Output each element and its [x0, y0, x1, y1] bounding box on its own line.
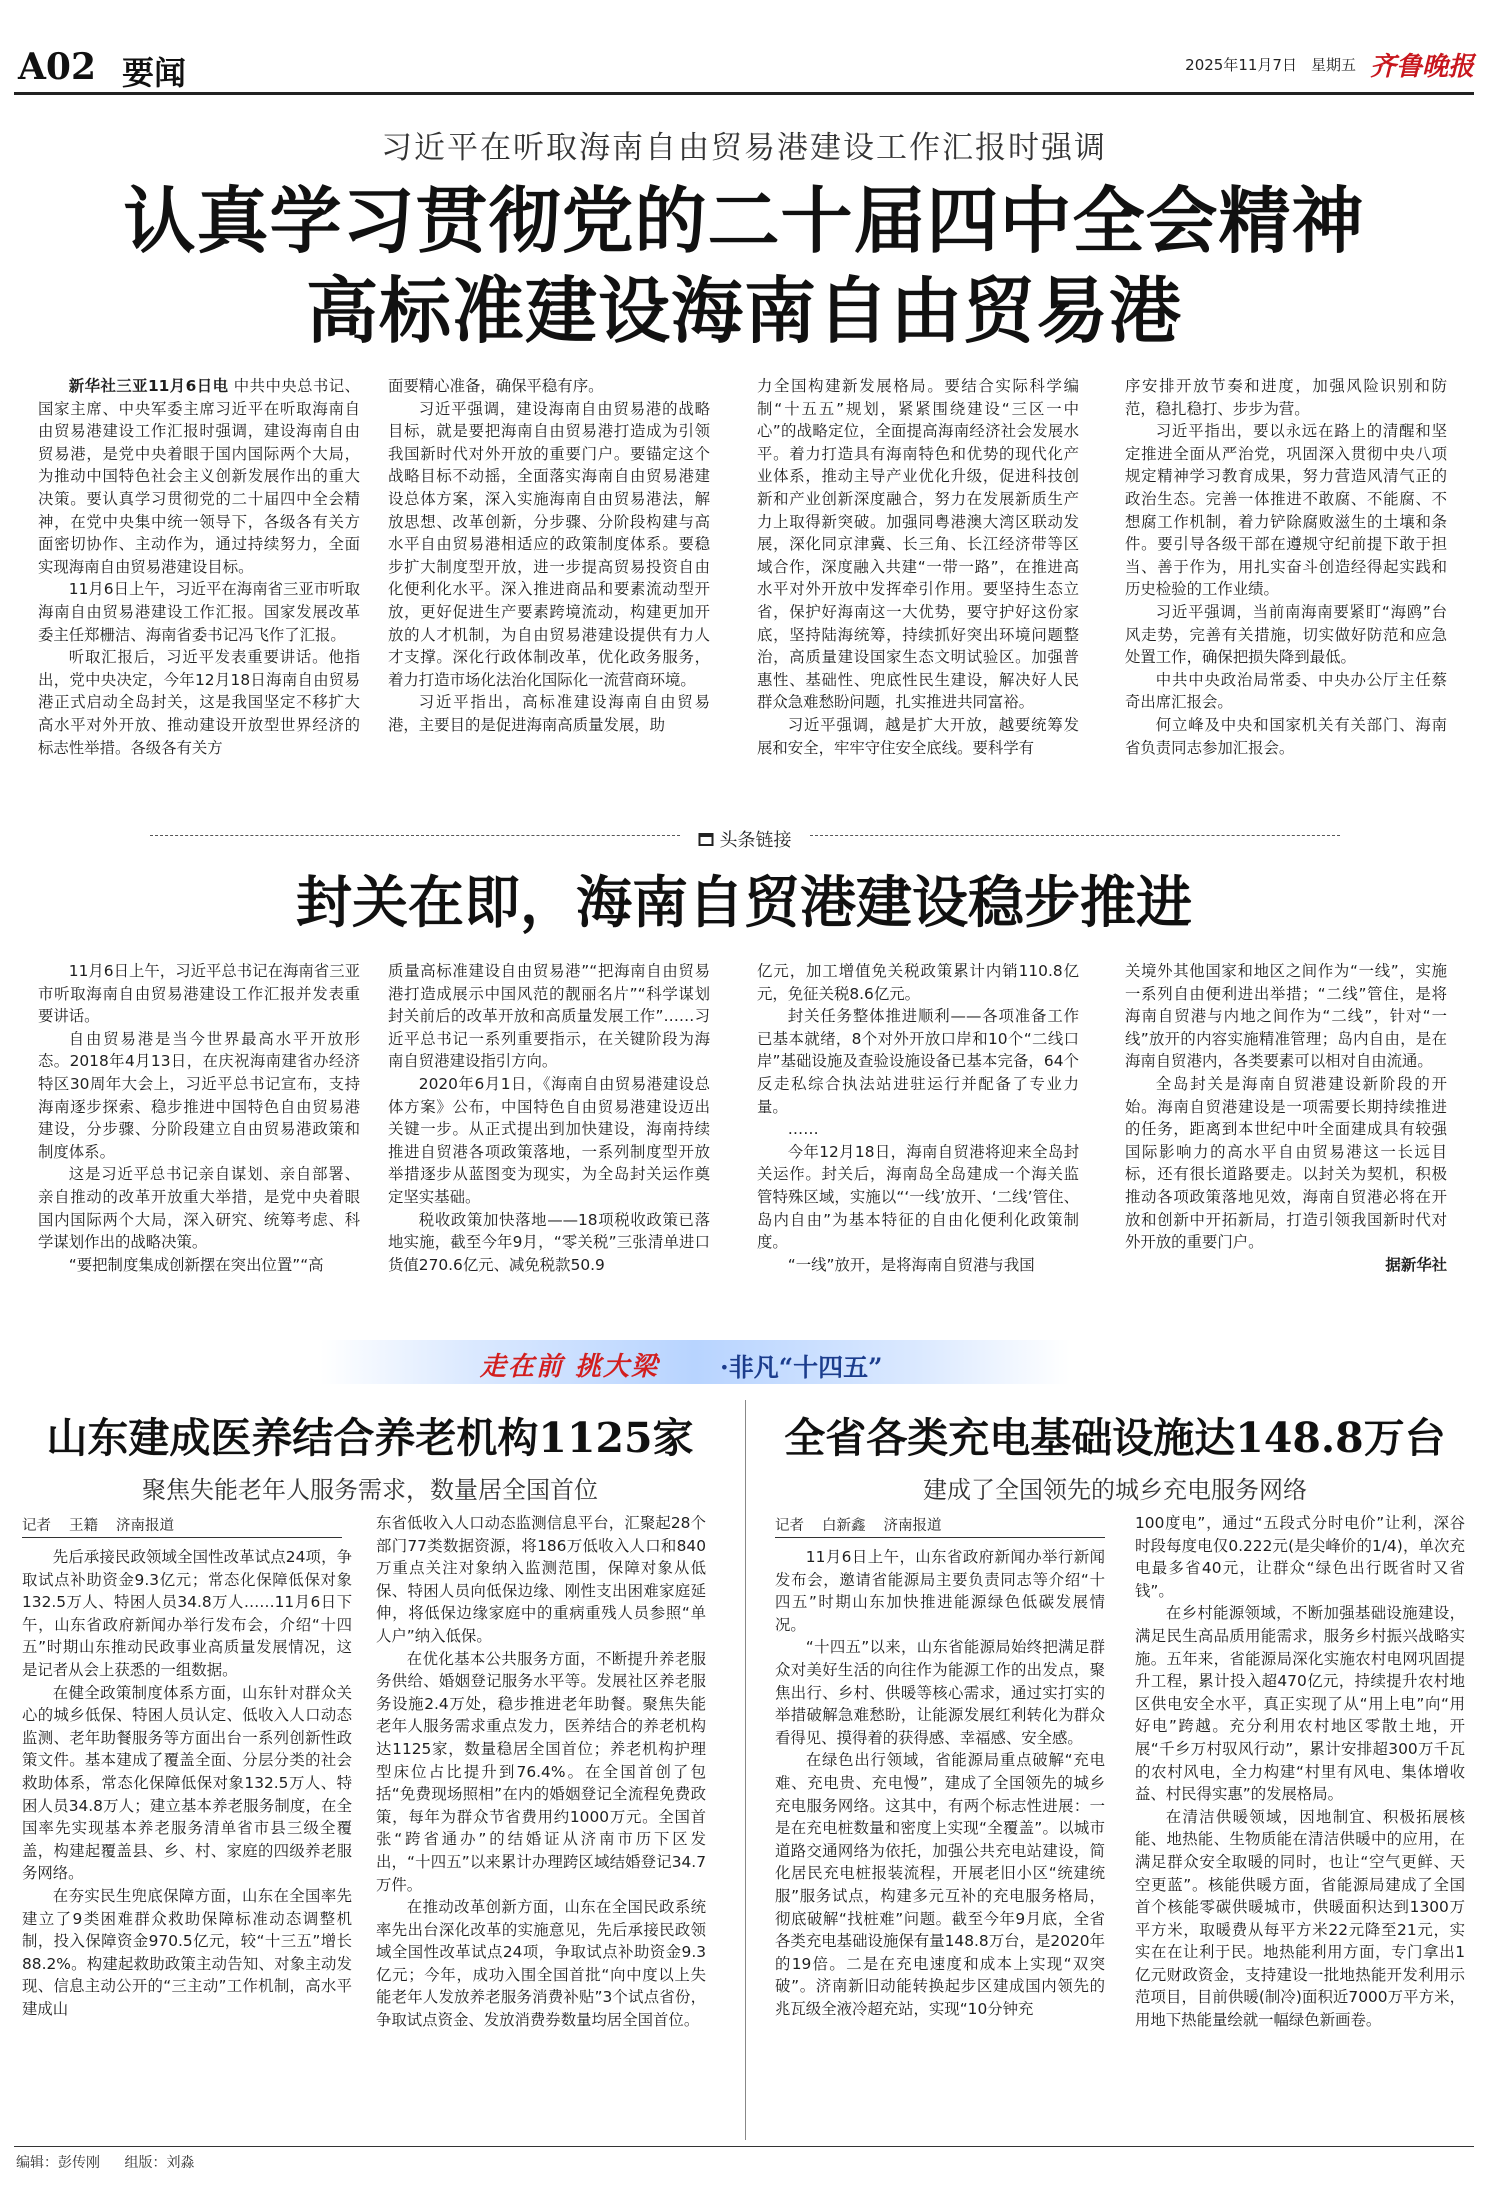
paragraph-text: “十四五”以来，山东省能源局始终把满足群众对美好生活的向往作为能源工作的出发点，聚焦出行、乡村、供暖等核心需求，通过实打实的举措破解急难愁盼，让能源发展红利转化为群众看得见、摸得着的获得感、幸福感、安全感。: [775, 1638, 1105, 1747]
lead-column-2: [388, 375, 710, 815]
right-story-subhead: 建成了全国领先的城乡充电服务网络: [923, 1476, 1307, 1504]
byline-name: 白新鑫: [822, 1518, 866, 1534]
left-story-subhead: 聚焦失能老年人服务需求，数量居全国首位: [142, 1476, 598, 1504]
paragraph-text: 这是习近平总书记亲自谋划、亲自部署、亲自推动的改革开放重大举措，是党中央着眼国内国际两个大局，深入研究、统筹考虑、科学谋划作出的战略决策。: [38, 1165, 360, 1252]
byline-place: 济南报道: [883, 1518, 942, 1534]
article-paragraph: [757, 714, 1079, 759]
lead-headline-line1: 认真学习贯彻党的二十届四中全会精神: [123, 178, 1365, 263]
paragraph-text: 东省低收入人口动态监测信息平台，汇聚起28个部门77类数据资源，将186万低收入人口和840万重点关注对象纳入监测范围，保障对象从低保、特困人员向低保边缘、刚性支出困难家庭延伸，将低保边缘家庭中的重病重残人员参照“单人户”纳入低保。: [376, 1514, 706, 1645]
article-paragraph: [38, 646, 360, 759]
paragraph-text: 自由贸易港是当今世界最高水平开放形态。2018年4月13日，在庆祝海南建省办经济特区30周年大会上，习近平总书记宣布，支持海南逐步探索、稳步推进中国特色自由贸易港建设，分步骤、分阶段建立自由贸易港政策和制度体系。: [38, 1029, 360, 1161]
header-meta: [1185, 46, 1474, 83]
window-icon: [699, 833, 714, 846]
paragraph-text: 力全国构建新发展格局。要结合实际科学编制“十五五”规划，紧紧围绕建设“三区一中心”的战略定位，全面提高海南经济社会发展水平。着力打造具有海南特色和优势的现代化产业体系，推动主导产业优化升级，促进科技创新和产业创新深度融合，努力在发展新质生产力上取得新突破。加强同粤港澳大湾区联动发展，深化同京津冀、长三角、长江经济带等区域合作，深度融入共建“一带一路”，在推进高水平对外开放中发挥牵引作用。要坚持生态立省，保护好海南这一大优势，要守护好这份家底，坚持陆海统筹，持续抓好突出环境问题整治，高质量建设国家生态文明试验区。加强普惠性、基础性、兜底性民生建设，解决好人民群众急难愁盼问题，扎实推进共同富裕。: [757, 377, 1079, 712]
paragraph-text: 序安排开放节奏和进度，加强风险识别和防范，稳扎稳打、步步为营。: [1125, 377, 1447, 418]
article-paragraph: [1125, 1254, 1447, 1277]
left-story-column-1: [22, 1546, 352, 2140]
byline-role: 记者: [775, 1518, 804, 1534]
banner-series: ·非凡“十四五”: [720, 1353, 883, 1382]
left-story-column-2: [376, 1512, 706, 2140]
paragraph-text: 亿元，加工增值免关税政策累计内销110.8亿元，免征关税8.6亿元。: [757, 962, 1079, 1003]
article-paragraph: [1135, 1602, 1465, 1805]
article-paragraph: [757, 375, 1079, 714]
article-paragraph: [388, 960, 710, 1073]
article-paragraph: [757, 960, 1079, 1005]
right-story-column-1: [775, 1546, 1105, 2140]
left-story-headline: 山东建成医养结合养老机构1125家: [46, 1414, 694, 1462]
paragraph-text: 封关任务整体推进顺利——各项准备工作已基本就绪，8个对外开放口岸和10个“二线口岸”基础设施及查验设施设备已基本完备，64个反走私综合执法站进驻运行并配备了专业力量。: [757, 1007, 1079, 1116]
masthead-logo: 齐鲁晚报: [1369, 52, 1474, 82]
header-rule: [14, 92, 1474, 95]
article-paragraph: [388, 375, 710, 398]
issue-weekday: 星期五: [1310, 56, 1356, 74]
link-column-2: [388, 960, 710, 1312]
article-paragraph: [38, 578, 360, 646]
paragraph-text: 全岛封关是海南自贸港建设新阶段的开始。海南自贸港建设是一项需要长期持续推进的任务，距离到本世纪中叶全面建成具有较强国际影响力的高水平自由贸易港这一长远目标，还有很长道路要走。以封关为契机，积极推动各项政策落地见效，海南自贸港必将在开放和创新中开拓新局，打造引领我国新时代对外开放的重要门户。: [1125, 1074, 1447, 1252]
paragraph-text: 在绿色出行领域，省能源局重点破解“充电难、充电贵、充电慢”，建成了全国领先的城乡充电服务网络。这其中，有两个标志性进展：一是在充电桩数量和密度上实现“全覆盖”。以城市道路交通网络为依托，加强公共充电站建设，简化居民充电桩报装流程，开展老旧小区“统建统服”服务试点，构建多元互补的充电服务格局，彻底破解“找桩难”问题。截至今年9月底，全省各类充电基础设施保有量148.8万台，是2020年的19倍。二是在充电速度和成本上实现“双突破”。济南新旧动能转换起步区建成国内领先的兆瓦级全液冷超充站，实现“10分钟充: [775, 1751, 1105, 2018]
paragraph-text: “要把制度集成创新摆在突出位置”“高: [68, 1255, 324, 1274]
article-paragraph: [757, 1118, 1079, 1141]
article-paragraph: [38, 375, 360, 578]
paragraph-text: 习近平指出，要以永远在路上的清醒和坚定推进全面从严治党，巩固深入贯彻中央八项规定精神学习教育成果，努力营造风清气正的政治生态。完善一体推进不敢腐、不能腐、不想腐工作机制，着力铲除腐败滋生的土壤和条件。要引导各级干部在遵规守纪前提下敢于担当、善于作为，用扎实奋斗创造经得起实践和历史检验的工作业绩。: [1125, 422, 1447, 599]
article-paragraph: [1125, 669, 1447, 714]
article-paragraph: [22, 1885, 352, 2021]
article-paragraph: [757, 1141, 1079, 1254]
story-separator: [745, 1400, 746, 2140]
right-story-byline: [775, 1514, 1105, 1538]
article-paragraph: [376, 1648, 706, 1897]
article-paragraph: [775, 1749, 1105, 2020]
article-paragraph: [757, 1254, 1079, 1277]
paragraph-text: 质量高标准建设自由贸易港”“把海南自由贸易港打造成展示中国风范的靓丽名片”“科学谋划封关前后的改革开放和高质量发展工作”……习近平总书记一系列重要指示，在关键阶段为海南自贸港建设指引方向。: [388, 962, 710, 1071]
byline-place: 济南报道: [116, 1518, 174, 1534]
link-headline: 封关在即，海南自贸港建设稳步推进: [296, 870, 1192, 936]
paragraph-text: 11月6日上午，习近平在海南省三亚市听取海南自由贸易港建设工作汇报。国家发展改革委主任郑栅洁、海南省委书记冯飞作了汇报。: [38, 580, 360, 644]
left-story-byline: [22, 1514, 342, 1538]
article-paragraph: [22, 1546, 352, 1682]
paragraph-text: 习近平强调，建设海南自由贸易港的战略目标，就是要把海南自由贸易港打造成为引领我国新时代对外开放的重要门户。要锚定这个战略目标不动摇，全面落实海南自由贸易港建设总体方案，深入实施海南自由贸易港法，解放思想、改革创新，分步骤、分阶段构建与高水平自由贸易港相适应的政策制度体系。要稳步扩大制度型开放，进一步提高贸易投资自由化便利化水平。深入推进商品和要素流动型开放，更好促进生产要素跨境流动，构建更加开放的人才机制，为自由贸易港建设提供有力人才支撑。深化行政体制改革，优化政务服务，着力打造市场化法治化国际化一流营商环境。: [388, 399, 710, 689]
page-header: [14, 40, 1474, 106]
paragraph-text: 听取汇报后，习近平发表重要讲话。他指出，党中央决定，今年12月18日海南自由贸易港正式启动全岛封关，这是我国坚定不移扩大高水平对外开放、推动建设开放型世界经济的标志性举措。各级各有关方: [38, 648, 360, 757]
paragraph-text: 税收政策加快落地——18项税收政策已落地实施，截至今年9月，“零关税”三张清单进口货值270.6亿元、减免税款50.9: [388, 1210, 710, 1274]
right-story-headline: 全省各类充电基础设施达148.8万台: [784, 1414, 1446, 1462]
article-paragraph: [757, 1005, 1079, 1118]
paragraph-text: 面要精心准备，确保平稳有序。: [388, 377, 604, 395]
article-paragraph: [775, 1546, 1105, 1636]
article-paragraph: [1125, 375, 1447, 420]
article-paragraph: [1135, 1806, 1465, 2032]
paragraph-text: 11月6日上午，习近平总书记在海南省三亚市听取海南自由贸易港建设工作汇报并发表重要讲话。: [38, 962, 360, 1026]
article-paragraph: [388, 691, 710, 736]
byline-name: 王籍: [69, 1518, 98, 1534]
section-name: 要闻: [122, 54, 187, 92]
page-code: A02: [18, 46, 97, 88]
paragraph-text: 先后承接民政领域全国性改革试点24项，争取试点补助资金9.3亿元；常态化保障低保对象132.5万人、特困人员34.8万人……11月6日下午，山东省政府新闻办举行发布会，介绍“十四五”时期山东推动民政事业高质量发展情况，这是记者从会上获悉的一组数据。: [22, 1548, 352, 1679]
byline-role: 记者: [22, 1518, 51, 1534]
article-paragraph: [22, 1682, 352, 1885]
article-paragraph: [1125, 420, 1447, 601]
paragraph-text: 在健全政策制度体系方面，山东针对群众关心的城乡低保、特困人员认定、低收入人口动态监测、老年助餐服务等方面出台一系列创新性政策文件。基本建成了覆盖全面、分层分类的社会救助体系，常态化保障低保对象132.5万人、特困人员34.8万人；建立基本养老服务制度，在全国率先实现基本养老服务清单省市县三级全覆盖，构建起覆盖县、乡、村、家庭的四级养老服务网络。: [22, 1683, 352, 1883]
article-paragraph: [388, 398, 710, 692]
lead-kicker: 习近平在听取海南自由贸易港建设工作汇报时强调: [381, 130, 1107, 166]
paragraph-text: 2020年6月1日，《海南自由贸易港建设总体方案》公布，中国特色自由贸易港建设迈出关键一步。从正式提出到加快建设，海南持续推进自贸港各项政策落地，一系列制度型开放举措逐步从蓝图变为现实，为全岛封关运作奠定坚实基础。: [388, 1074, 710, 1206]
banner-slogan: 走在前 挑大梁: [480, 1352, 660, 1382]
editor-credit: 编辑：彭传刚: [16, 2155, 100, 2171]
lead-column-3: [757, 375, 1079, 815]
article-paragraph: [1125, 601, 1447, 669]
article-paragraph: [38, 1163, 360, 1253]
paragraph-text: 中共中央总书记、国家主席、中央军委主席习近平在听取海南自由贸易港建设工作汇报时强调，建设海南自由贸易港，是党中央着眼于国内国际两个大局，为推动中国特色社会主义创新发展作出的重大决策。要认真学习贯彻党的二十届四中全会精神，在党中央集中统一领导下，各级各有关方面密切协作、主动作为，通过持续努力，全面实现海南自由贸易港建设目标。: [38, 377, 360, 576]
article-paragraph: [376, 1512, 706, 1648]
paragraph-text: “一线”放开，是将海南自贸港与我国: [787, 1255, 1035, 1274]
article-paragraph: [38, 1254, 360, 1277]
footer-rule: [14, 2146, 1474, 2147]
article-paragraph: [775, 1636, 1105, 1749]
lead-column-1: [38, 375, 360, 815]
issue-date: 2025年11月7日: [1185, 56, 1297, 74]
paragraph-text: 在清洁供暖领域，因地制宜、积极拓展核能、地热能、生物质能在清洁供暖中的应用，在满足群众安全取暖的同时，也让“空气更鲜、天空更蓝”。核能供暖方面，省能源局建成了全国首个核能零碳供暖城市，供暖面积达到1300万平方米，取暖费从每平方米22元降至21元，实实在在让利于民。地热能利用方面，专门拿出1亿元财政资金，支持建设一批地热能开发利用示范项目，目前供暖(制冷)面积近7000万平方米，用地下热能量绘就一幅绿色新画卷。: [1135, 1807, 1465, 2030]
paragraph-text: 习近平指出，高标准建设海南自由贸易港，主要目的是促进海南高质量发展，助: [388, 693, 710, 734]
series-banner: [320, 1340, 1070, 1384]
paragraph-text: 在推动改革创新方面，山东在全国民政系统率先出台深化改革的实施意见，先后承接民政领域全国性改革试点24项，争取试点补助资金9.3亿元；今年，成功入围全国首批“向中度以上失能老年人发放养老服务消费补贴”3个试点省份，争取试点资金、发放消费券数量均居全国首位。: [376, 1898, 706, 2030]
paragraph-text: 今年12月18日，海南自贸港将迎来全岛封关运作。封关后，海南岛全岛建成一个海关监管特殊区域，实施以“‘一线’放开、‘二线’管住、岛内自由”为基本特征的自由化便利化政策制度。: [757, 1142, 1079, 1252]
paragraph-text: 11月6日上午，山东省政府新闻办举行新闻发布会，邀请省能源局主要负责同志等介绍“十四五”时期山东加快推进能源绿色低碳发展情况。: [775, 1548, 1105, 1634]
lead-column-4: [1125, 375, 1447, 815]
paragraph-text: 在乡村能源领域，不断加强基础设施建设，满足民生高品质用能需求，服务乡村振兴战略实施。五年来，省能源局深化实施农村电网巩固提升工程，累计投入超470亿元，持续提升农村地区供电安全水平，真正实现了从“用上电”向“用好电”跨越。充分利用农村地区零散土地，开展“千乡万村驭风行动”，累计安排超300万千瓦的农村风电，全力构建“村里有风电、集体增收益、村民得实惠”的发展格局。: [1135, 1604, 1465, 1804]
link-column-4: [1125, 960, 1447, 1312]
article-paragraph: [1135, 1512, 1465, 1602]
article-paragraph: [1125, 1073, 1447, 1254]
paragraph-text: 100度电”，通过“五段式分时电价”让利，深谷时段每度电仅0.222元(是尖峰价的1/4)，单次充电最多省40元，让群众“绿色出行既省时又省钱”。: [1135, 1514, 1465, 1600]
article-paragraph: [376, 1896, 706, 2032]
paragraph-text: 何立峰及中央和国家机关有关部门、海南省负责同志参加汇报会。: [1125, 715, 1447, 757]
paragraph-text: 习近平强调，当前南海南要紧盯“海鸥”台风走势，完善有关措施，切实做好防范和应急处置工作，确保把损失降到最低。: [1125, 602, 1447, 667]
divider-label: [691, 826, 800, 852]
paragraph-text: 中共中央政治局常委、中央办公厅主任蔡奇出席汇报会。: [1125, 670, 1447, 712]
paragraph-text: ……: [787, 1120, 819, 1139]
article-paragraph: [1125, 714, 1447, 759]
page-footer: [16, 2152, 214, 2172]
divider-label-text: 头条链接: [719, 830, 792, 851]
paragraph-text: 习近平强调，越是扩大开放，越要统筹发展和安全，牢牢守住安全底线。要科学有: [757, 715, 1079, 757]
paragraph-text: 在优化基本公共服务方面，不断提升养老服务供给、婚姻登记服务水平等。发展社区养老服务设施2.4万处，稳步推进老年助餐。聚焦失能老年人服务需求重点发力，医养结合的养老机构达1125家，数量稳居全国首位；养老机构护理型床位占比提升到76.4%。在全国首创了包括“免费现场照相”在内的婚姻登记全流程免费政策，每年为群众节省费用约1000万元。全国首张“跨省通办”的结婚证从济南市历下区发出，“十四五”以来累计办理跨区域结婚登记34.7万件。: [376, 1649, 706, 1894]
lead-headline-line2: 高标准建设海南自由贸易港: [305, 268, 1182, 353]
paragraph-text: 在夯实民生兜底保障方面，山东在全国率先建立了9类困难群众救助保障标准动态调整机制，投入保障资金970.5亿元，较“十三五”增长88.2%。构建起救助政策主动告知、对象主动发现、信息主动公开的“三主动”工作机制，高水平建成山: [22, 1886, 352, 2018]
link-column-3: [757, 960, 1079, 1312]
paragraph-text: 据新华社: [1385, 1255, 1447, 1274]
article-paragraph: [38, 1028, 360, 1164]
article-paragraph: [388, 1073, 710, 1209]
layout-credit: 组版：刘淼: [124, 2155, 195, 2171]
right-story-column-2: [1135, 1512, 1465, 2140]
paragraph-text: 关境外其他国家和地区之间作为“一线”，实施一系列自由便利进出举措；“二线”管住，是将海南自贸港与内地之间作为“二线”，针对“一线”放开的内容实施精准管理；岛内自由，是在海南自贸港内，各类要素可以相对自由流通。: [1125, 962, 1447, 1071]
article-paragraph: [38, 960, 360, 1028]
dateline: 新华社三亚11月6日电: [68, 377, 229, 395]
article-paragraph: [388, 1209, 710, 1277]
article-paragraph: [1125, 960, 1447, 1073]
section-divider: [150, 826, 1340, 851]
link-column-1: [38, 960, 360, 1312]
